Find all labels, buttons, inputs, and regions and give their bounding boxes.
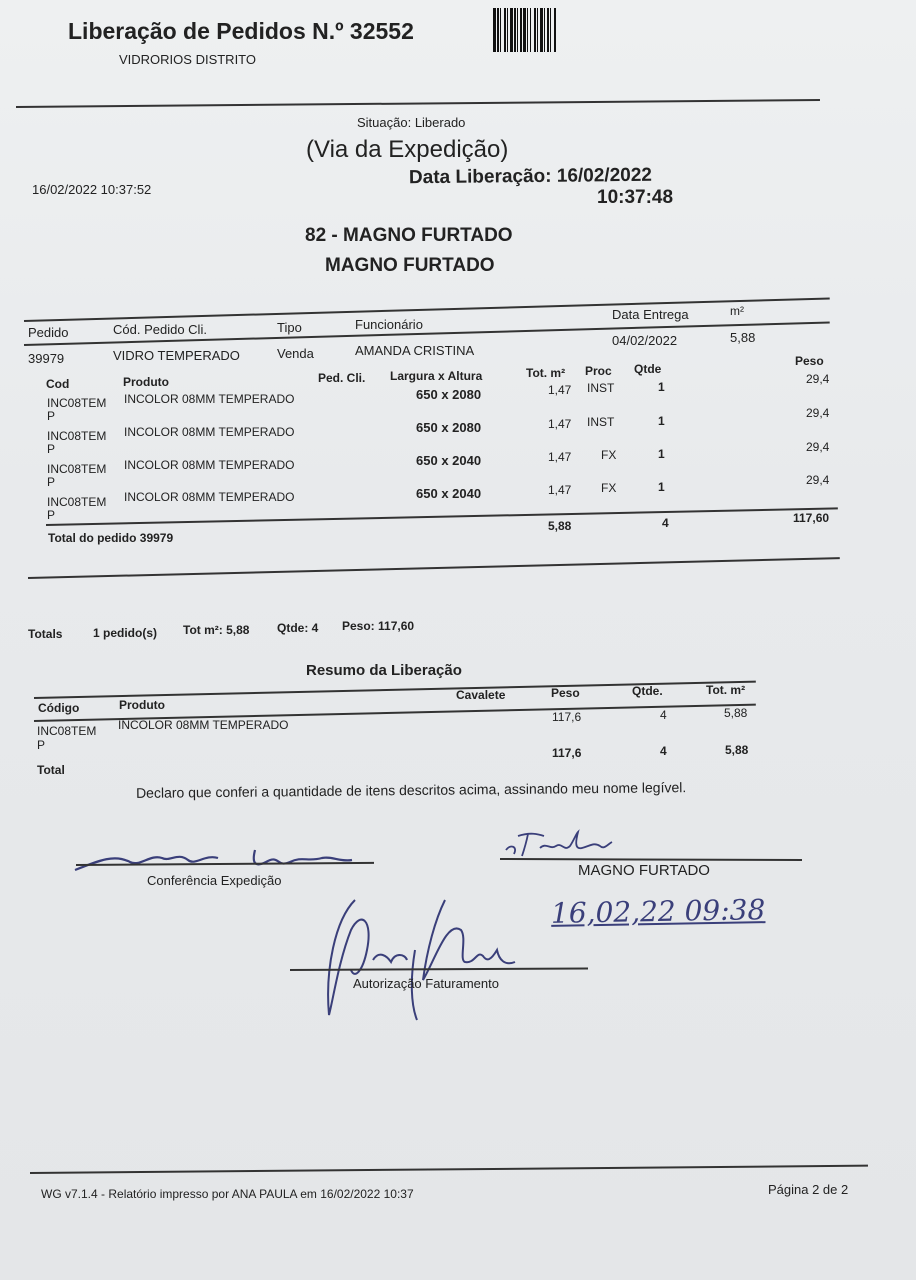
client-signature-label: MAGNO FURTADO [578,862,710,879]
summary-col-produto: Produto [119,698,165,712]
document-title: Liberação de Pedidos N.º 32552 [68,18,414,44]
items-col-qtde: Qtde [634,362,662,376]
col-tipo: Tipo [277,320,302,335]
summary-col-tot-m2: Tot. m² [706,683,746,697]
col-funcionario: Funcionário [355,317,423,332]
item-dimensions: 650 x 2040 [416,486,482,501]
order-client-code: VIDRO TEMPERADO [113,348,240,363]
summary-total-tot-m2: 5,88 [725,743,749,757]
item-produto: INCOLOR 08MM TEMPERADO [124,392,295,406]
items-col-proc: Proc [585,364,612,378]
item-qtde: 1 [658,414,665,428]
client-signature [500,826,620,860]
summary-total-qtde: 4 [660,744,667,758]
summary-row-peso: 117,6 [552,710,582,724]
col-pedido: Pedido [28,325,69,340]
summary-row-tot-m2: 5,88 [724,706,748,720]
page-number: Página 2 de 2 [768,1182,849,1197]
summary-row-produto: INCOLOR 08MM TEMPERADO [118,718,289,732]
client-signature-line [500,858,802,861]
summary-row-cod-suffix: P [37,738,46,752]
order-bottom-rule [28,557,840,578]
totals-qtde: Qtde: 4 [277,621,319,635]
summary-col-codigo: Código [38,701,80,715]
item-qtde: 1 [658,480,665,494]
item-cod: INC08TEM [47,429,107,443]
company-name: VIDRORIOS DISTRITO [119,52,256,67]
item-proc: INST [587,415,615,429]
conferencia-label: Conferência Expedição [147,873,282,888]
item-cod: INC08TEM [47,462,107,476]
item-qtde: 1 [658,447,665,461]
item-produto: INCOLOR 08MM TEMPERADO [124,425,295,439]
item-proc: INST [587,381,615,395]
handwritten-date: 16,02,22 09:38 [550,893,766,930]
col-m2: m² [730,304,744,318]
order-top-rule [24,297,830,321]
item-produto: INCOLOR 08MM TEMPERADO [124,458,295,472]
summary-row-cod: INC08TEM [37,724,97,738]
order-total-label: Total do pedido 39979 [48,531,174,545]
totals-label: Totals [28,627,63,641]
item-cod-suffix: P [47,409,56,423]
items-col-produto: Produto [123,375,169,389]
items-col-largura-altura: Largura x Altura [390,369,483,383]
totals-pedidos: 1 pedido(s) [93,626,158,640]
autorizacao-label: Autorização Faturamento [353,976,499,991]
col-cod-pedido-cli: Cód. Pedido Cli. [113,322,207,337]
item-cod-suffix: P [47,508,56,522]
item-cod: INC08TEM [47,495,107,509]
item-dimensions: 650 x 2080 [416,387,482,402]
item-peso: 29,4 [806,473,830,487]
item-cod: INC08TEM [47,396,107,410]
autorizacao-signature [315,890,535,1025]
item-dimensions: 650 x 2080 [416,420,482,435]
item-peso: 29,4 [806,406,830,420]
items-col-peso: Peso [795,354,824,368]
barcode-bar [556,8,557,52]
item-qtde: 1 [658,380,665,394]
item-cod-suffix: P [47,475,56,489]
summary-title: Resumo da Liberação [306,662,462,679]
order-total-qtde: 4 [662,516,669,530]
copy-type: (Via da Expedição) [306,136,509,163]
header-divider [16,99,820,108]
client-name: MAGNO FURTADO [325,255,495,276]
release-time: 10:37:48 [597,187,674,208]
summary-col-qtde: Qtde. [632,684,663,698]
item-cod-suffix: P [47,442,56,456]
summary-total-label: Total [37,763,65,777]
item-proc: FX [601,448,617,462]
totals-m2: Tot m²: 5,88 [183,623,250,637]
summary-row-qtde: 4 [660,708,667,722]
item-tot-m2: 1,47 [548,483,572,497]
footer-rule [30,1165,868,1174]
item-peso: 29,4 [806,372,830,386]
item-peso: 29,4 [806,440,830,454]
order-total-peso: 117,60 [793,511,830,525]
item-proc: FX [601,481,617,495]
order-m2: 5,88 [730,330,756,345]
items-col-ped-cli: Ped. Cli. [318,371,366,385]
item-tot-m2: 1,47 [548,383,572,397]
totals-peso: Peso: 117,60 [342,619,415,633]
status-text: Situação: Liberado [357,115,466,130]
release-date: Data Liberação: 16/02/2022 [408,164,653,189]
declaration-text: Declaro que conferi a quantidade de itens descritos acima, assinando meu nome legível. [135,779,687,801]
order-total-rule [46,507,838,525]
col-data-entrega: Data Entrega [612,307,689,322]
items-col-cod: Cod [46,377,70,391]
item-produto: INCOLOR 08MM TEMPERADO [124,490,295,504]
order-number: 39979 [28,351,65,366]
barcode [493,8,631,52]
summary-total-peso: 117,6 [552,746,582,760]
item-tot-m2: 1,47 [548,450,572,464]
item-tot-m2: 1,47 [548,417,572,431]
summary-col-cavalete: Cavalete [456,688,506,702]
order-delivery-date: 04/02/2022 [612,333,678,348]
summary-col-peso: Peso [551,686,580,700]
footer-print-info: WG v7.1.4 - Relatório impresso por ANA PAULA em 16/02/2022 10:37 [41,1187,414,1201]
order-employee: AMANDA CRISTINA [355,343,475,358]
order-type: Venda [277,346,314,361]
print-datetime: 16/02/2022 10:37:52 [32,182,152,197]
order-total-m2: 5,88 [548,519,572,533]
item-dimensions: 650 x 2040 [416,453,482,468]
items-col-tot-m2: Tot. m² [526,366,566,380]
client-code-name: 82 - MAGNO FURTADO [305,225,513,246]
